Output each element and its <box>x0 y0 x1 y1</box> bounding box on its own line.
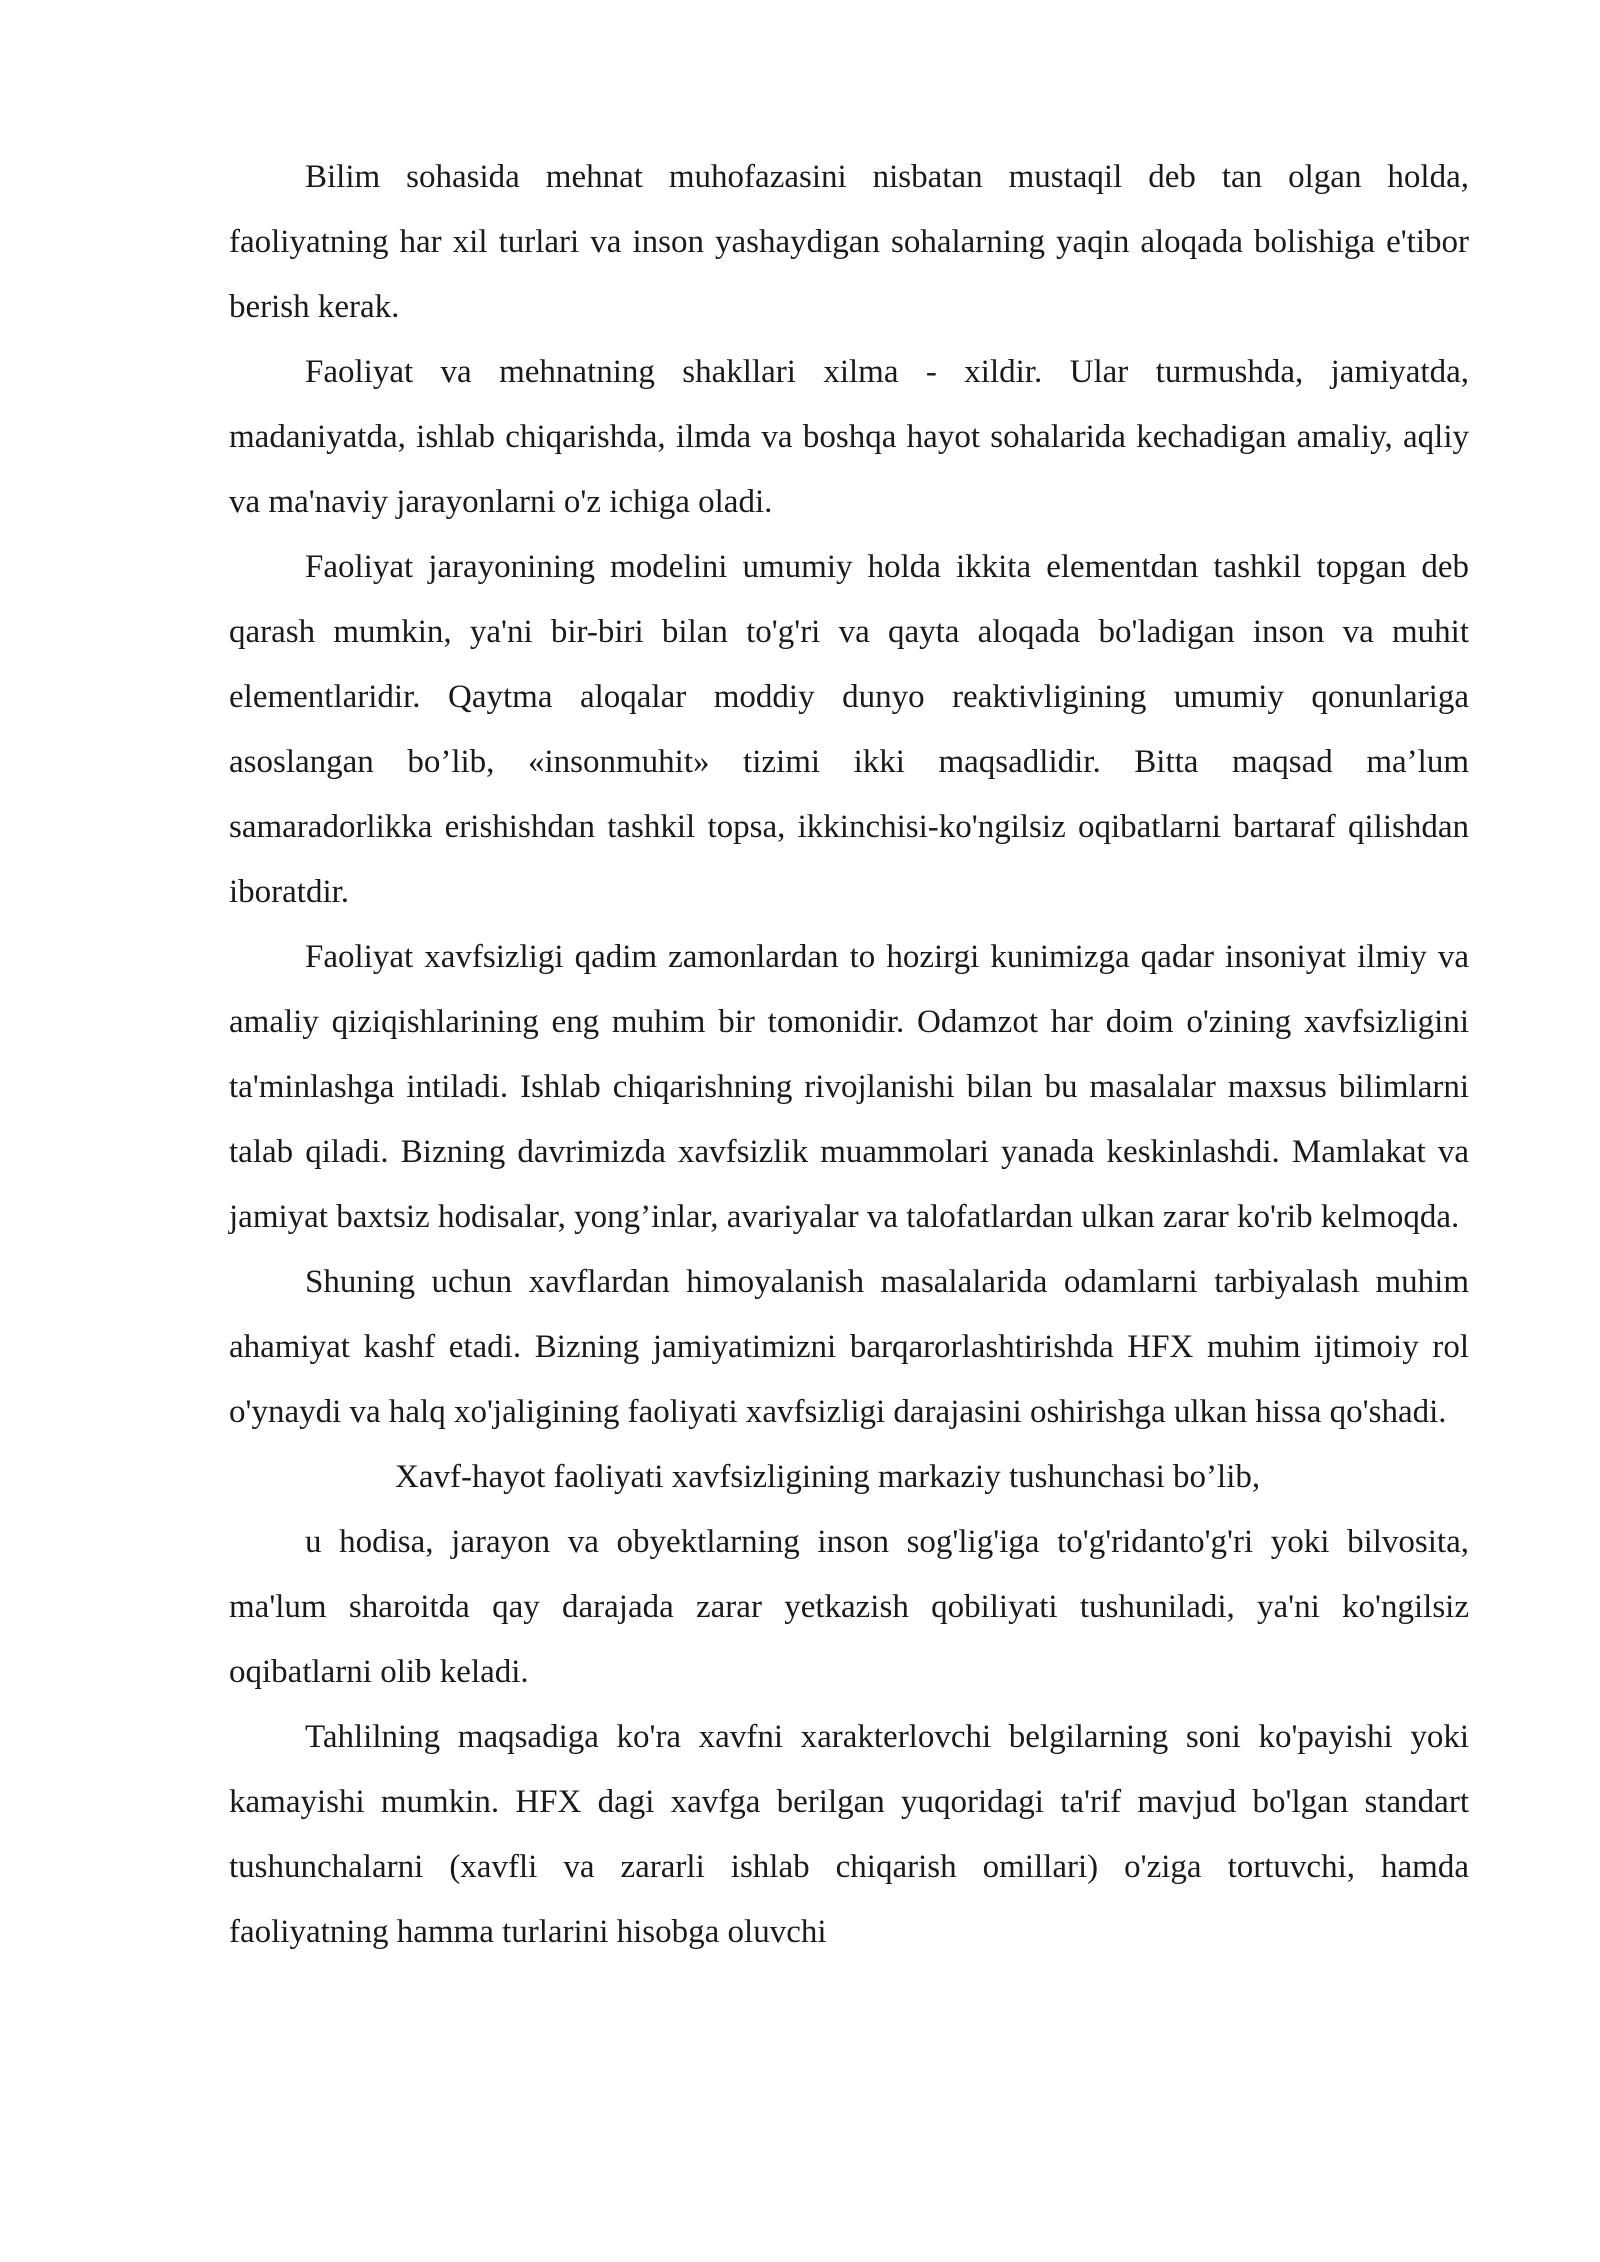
paragraph-6: Xavf-hayot faoliyati xavfsizligining markaziy tushunchasi bo’lib, <box>395 1459 1261 1495</box>
document-body <box>229 145 1469 1965</box>
paragraph-2: Faoliyat va mehnatning shakllari xilma - xildir. Ular turmushda, jamiyatda, madaniyatda, ishlab chiqarishda, ilmda va boshqa hayot sohalarida kechadigan amaliy, aqliy va ma'naviy jarayonlarni o'z ichiga oladi. <box>229 354 1469 520</box>
paragraph-3: Faoliyat jarayonining modelini umumiy holda ikkita elementdan tashkil topgan deb qarash mumkin, ya'ni bir-biri bilan to'g'ri va qayta aloqada bo'ladigan inson va muhit elementlaridir. Qaytma aloqalar moddiy dunyo reaktivligining umumiy qonunlariga asoslangan bo’lib, «insonmuhit» tizimi ikki maqsadlidir. Bitta maqsad ma’lum samaradorlikka erishishdan tashkil topsa, ikkinchisi-ko'ngilsiz oqibatlarni bartaraf qilishdan iboratdir. <box>229 549 1469 910</box>
paragraph-1: Bilim sohasida mehnat muhofazasini nisbatan mustaqil deb tan olgan holda, faoliyatning har xil turlari va inson yashaydigan sohalarning yaqin aloqada bolishiga e'tibor berish kerak. <box>229 159 1469 325</box>
paragraph-7: u hodisa, jarayon va obyektlarning inson sog'lig'iga to'g'ridanto'g'ri yoki bilvosita, ma'lum sharoitda qay darajada zarar yetkazish qobiliyati tushuniladi, ya'ni ko'ngilsiz oqibatlarni olib keladi. <box>229 1524 1469 1690</box>
paragraph-8: Tahlilning maqsadiga ko'ra xavfni xarakterlovchi belgilarning soni ko'payishi yoki kamayishi mumkin. HFX dagi xavfga berilgan yuqoridagi ta'rif mavjud bo'lgan standart tushunchalarni (xavfli va zararli ishlab chiqarish omillari) o'ziga tortuvchi, hamda faoliyatning hamma turlarini hisobga oluvchi <box>229 1719 1469 1950</box>
paragraph-4: Faoliyat xavfsizligi qadim zamonlardan to hozirgi kunimizga qadar insoniyat ilmiy va amaliy qiziqishlarining eng muhim bir tomonidir. Odamzot har doim o'zining xavfsizligini ta'minlashga intiladi. Ishlab chiqarishning rivojlanishi bilan bu masalalar maxsus bilimlarni talab qiladi. Bizning davrimizda xavfsizlik muammolari yanada keskinlashdi. Mamlakat va jamiyat baxtsiz hodisalar, yong’inlar, avariyalar va talofatlardan ulkan zarar ko'rib kelmoqda. <box>229 939 1469 1235</box>
paragraph-5: Shuning uchun xavflardan himoyalanish masalalarida odamlarni tarbiyalash muhim ahamiyat kashf etadi. Bizning jamiyatimizni barqarorlashtirishda HFX muhim ijtimoiy rol o'ynaydi va halq xo'jaligining faoliyati xavfsizligi darajasini oshirishga ulkan hissa qo'shadi. <box>229 1264 1469 1430</box>
